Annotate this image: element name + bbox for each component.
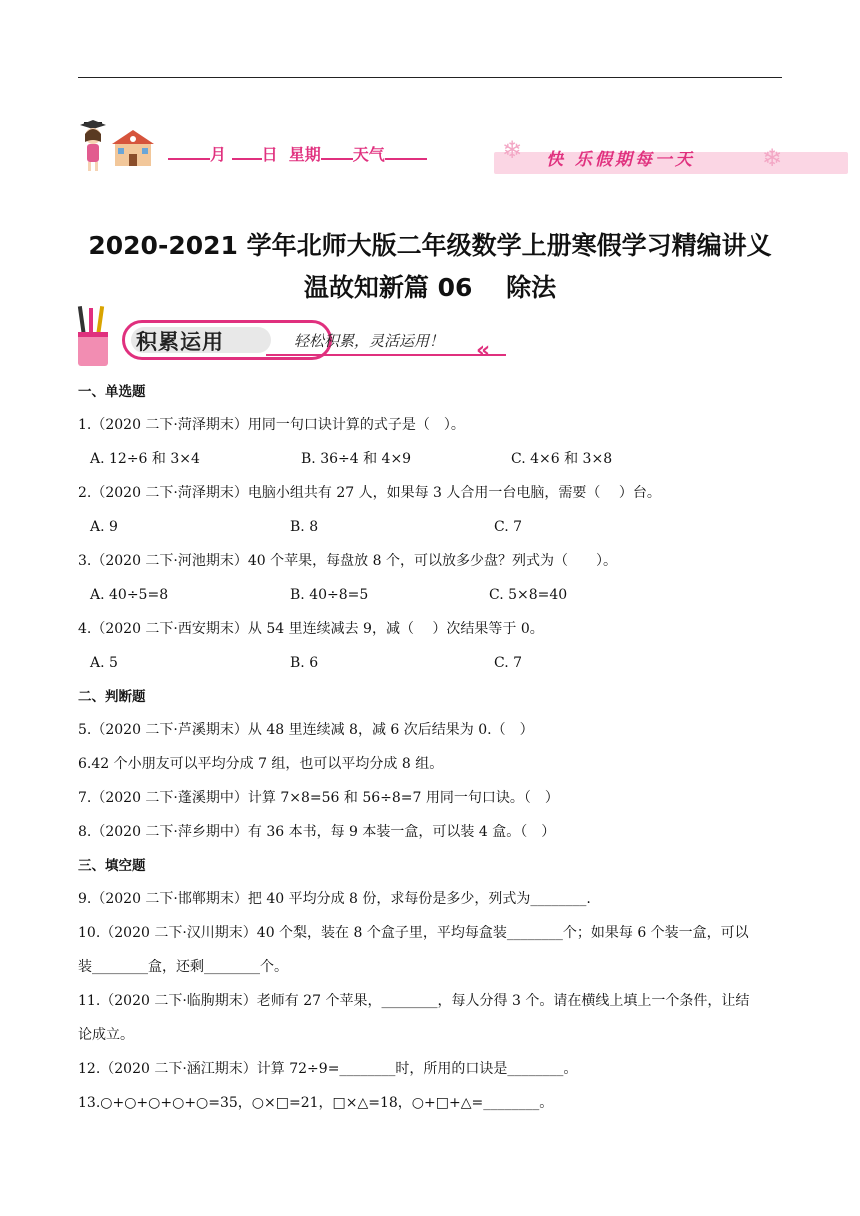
q3-option-c: C. 5×8=40 — [489, 587, 568, 603]
snowflake-icon: ❄ — [762, 144, 783, 172]
pencil-cup-icon — [76, 306, 110, 366]
q4-option-c: C. 7 — [494, 655, 523, 671]
question-2: 2.（2020 二下·菏泽期末）电脑小组共有 27 人，如果每 3 人合用一台电脑，需要（ ）台。 — [78, 485, 661, 501]
month-label: 月 — [210, 145, 227, 164]
question-12: 12.（2020 二下·涵江期末）计算 72÷9=________时，所用的口诀是________。 — [78, 1061, 578, 1077]
q2-option-a: A. 9 — [90, 519, 118, 535]
weather-blank — [385, 146, 427, 160]
date-fill-line — [168, 142, 427, 165]
question-10-line-2: 装________盒，还剩________个。 — [78, 959, 288, 975]
double-arrow-left-icon: « — [476, 338, 491, 363]
weather-label: 天气 — [352, 145, 385, 164]
question-11-line-1: 11.（2020 二下·临朐期末）老师有 27 个苹果，________，每人分得 3 个。请在横线上填上一个条件，让结 — [78, 993, 750, 1009]
question-10-line-1: 10.（2020 二下·汉川期末）40 个梨，装在 8 个盒子里，平均每盒装________个；如果每 6 个装一盒，可以 — [78, 925, 749, 941]
question-5: 5.（2020 二下·芦溪期末）从 48 里连续减 8，减 6 次后结果为 0.（ ） — [78, 722, 534, 738]
slogan-text: 快 乐假期每一天 — [546, 150, 695, 170]
weekday-label: 星期 — [288, 145, 321, 164]
header-rule — [78, 77, 782, 78]
question-8: 8.（2020 二下·萍乡期中）有 36 本书，每 9 本装一盒，可以装 4 盒。（ ） — [78, 824, 556, 840]
q1-option-a: A. 12÷6 和 3×4 — [90, 451, 200, 467]
question-3: 3.（2020 二下·河池期末）40 个苹果，每盘放 8 个，可以放多少盘？列式为（ ）。 — [78, 553, 617, 569]
question-11-line-2: 论成立。 — [78, 1027, 134, 1043]
q4-option-b: B. 6 — [290, 655, 319, 671]
accumulate-label: 积累运用 — [136, 330, 224, 354]
day-blank — [232, 146, 262, 160]
date-banner — [74, 110, 854, 174]
question-13: 13.○+○+○+○+○=35，○×□=21，□×△=18，○+□+△=________。 — [78, 1095, 554, 1111]
accumulate-underline — [266, 354, 506, 356]
q4-option-a: A. 5 — [90, 655, 118, 671]
accumulate-banner — [76, 306, 526, 366]
accumulate-subtitle: 轻松积累，灵活运用！ — [294, 332, 445, 350]
q1-option-b: B. 36÷4 和 4×9 — [301, 451, 412, 467]
question-7: 7.（2020 二下·蓬溪期中）计算 7×8=56 和 56÷8=7 用同一句口诀。（ ） — [78, 790, 559, 806]
weekday-blank — [321, 146, 353, 160]
section-heading-true-false: 二、判断题 — [78, 689, 146, 705]
q1-option-c: C. 4×6 和 3×8 — [511, 451, 613, 467]
snowflake-icon: ❄ — [502, 136, 523, 164]
school-building-icon — [110, 128, 156, 168]
section-heading-fill-blank: 三、填空题 — [78, 858, 146, 874]
document-title: 2020-2021 学年北师大版二年级数学上册寒假学习精编讲义 — [88, 231, 772, 260]
question-6: 6.42 个小朋友可以平均分成 7 组，也可以平均分成 8 组。 — [78, 756, 444, 772]
q2-option-c: C. 7 — [494, 519, 523, 535]
q3-option-a: A. 40÷5=8 — [90, 587, 169, 603]
graduate-girl-icon — [76, 120, 110, 172]
month-blank — [168, 146, 210, 160]
q2-option-b: B. 8 — [290, 519, 319, 535]
day-label: 日 — [261, 145, 278, 164]
question-9: 9.（2020 二下·邯郸期末）把 40 平均分成 8 份，求每份是多少，列式为________. — [78, 891, 591, 907]
question-4: 4.（2020 二下·西安期末）从 54 里连续减去 9，减（ ）次结果等于 0。 — [78, 621, 544, 637]
document-subtitle: 温故知新篇 06 除法 — [303, 273, 557, 302]
section-heading-single-choice: 一、单选题 — [78, 384, 146, 400]
q3-option-b: B. 40÷8=5 — [290, 587, 369, 603]
question-1: 1.（2020 二下·菏泽期末）用同一句口诀计算的式子是（ ）。 — [78, 417, 465, 433]
